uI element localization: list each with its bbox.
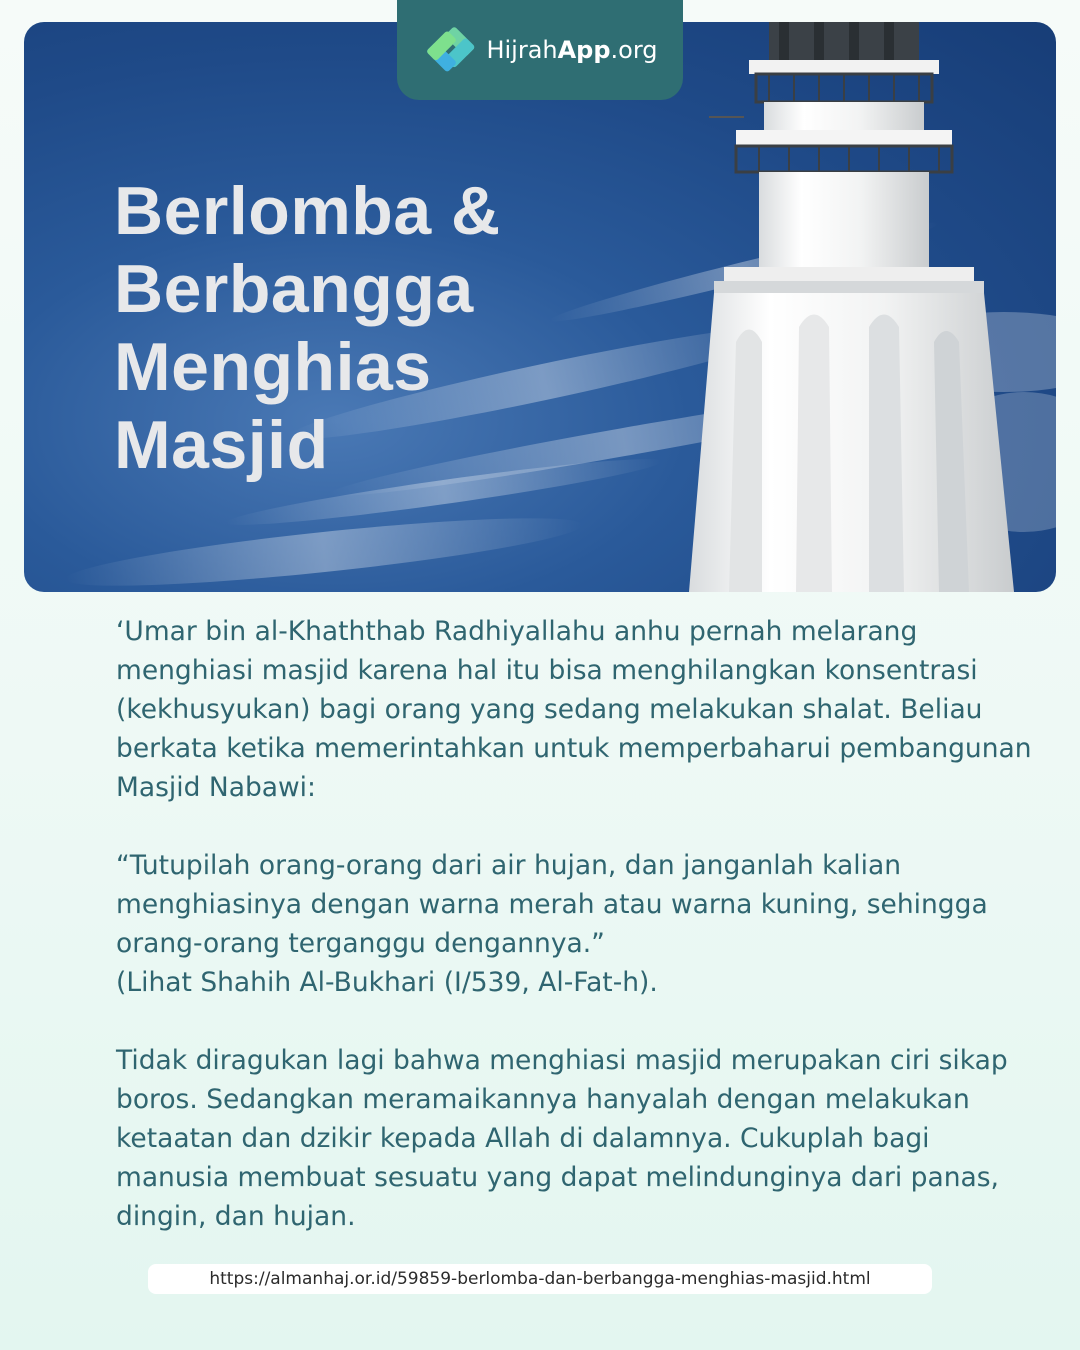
title-line: Menghias bbox=[114, 329, 432, 405]
minaret bbox=[689, 22, 1014, 592]
article-paragraph: ‘Umar bin al-Khaththab Radhiyallahu anhu pernah melarang menghiasi masjid karena hal itu bisa menghilangkan konsentrasi (kekhusyukan) bagi orang yang sedang melakukan shalat. Beliau berkata ketika memerintahkan untuk memperbaharui pembangunan Masjid Nabawi: bbox=[116, 616, 1032, 803]
title-line: Masjid bbox=[114, 407, 329, 483]
brand-name-bold: App bbox=[557, 36, 611, 64]
brand-logo-tab[interactable] bbox=[397, 0, 683, 100]
source-link[interactable]: https://almanhaj.or.id/59859-berlomba-dan-berbangga-menghias-masjid.html bbox=[148, 1264, 932, 1294]
article-body bbox=[116, 612, 1046, 1275]
title-line: Berlomba & bbox=[114, 173, 501, 249]
article-citation: (Lihat Shahih Al-Bukhari (I/539, Al-Fat-h). bbox=[116, 967, 658, 998]
article-quote: “Tutupilah orang-orang dari air hujan, dan janganlah kalian menghiasinya dengan warna merah atau warna kuning, sehingga orang-orang terganggu dengannya.” bbox=[116, 850, 988, 959]
brand-name-suffix: .org bbox=[610, 36, 658, 64]
brand-name bbox=[486, 36, 657, 64]
brand-name-light: Hijrah bbox=[486, 36, 558, 64]
title-line: Berbangga bbox=[114, 251, 474, 327]
article-paragraph: Tidak diragukan lagi bahwa menghiasi masjid merupakan ciri sikap boros. Sedangkan meramaikannya hanyalah dengan melakukan ketaatan dan dzikir kepada Allah di dalamnya. Cukuplah bagi manusia membuat sesuatu yang dapat melindunginya dari panas, dingin, dan hujan. bbox=[116, 1045, 1008, 1232]
hero-banner bbox=[24, 22, 1056, 592]
page-title bbox=[114, 172, 501, 484]
hijrahapp-logo-icon bbox=[422, 22, 478, 78]
